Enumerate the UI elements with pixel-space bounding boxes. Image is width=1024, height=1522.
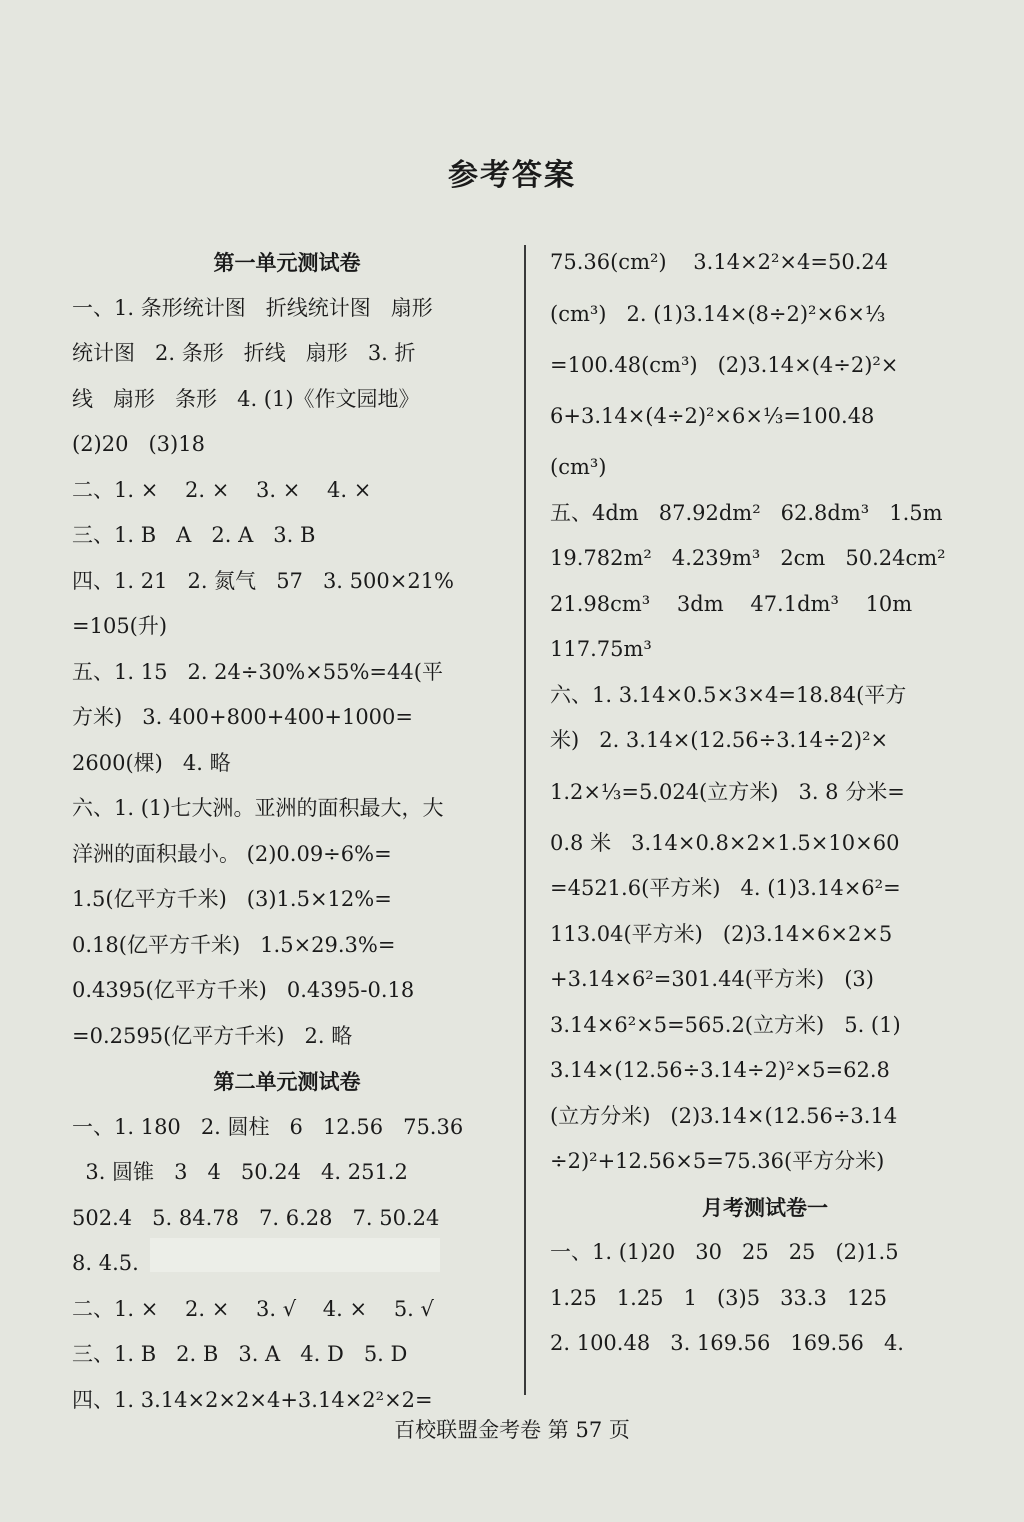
answer-line: =0.2595(亿平方千米) 2. 略 (72, 1023, 353, 1048)
answer-line: 0.4395(亿平方千米) 0.4395-0.18 (72, 978, 415, 1002)
answer-line: 21.98cm³ 3dm 47.1dm³ 10m (550, 591, 913, 616)
column-divider (524, 245, 526, 1395)
answer-line: 一、1. (1)20 30 25 25 (2)1.5 (550, 1240, 899, 1264)
answer-line: ÷2)²+12.56×5=75.36(平方分米) (550, 1149, 885, 1173)
answer-line: (立方分米) (2)3.14×(12.56÷3.14 (550, 1103, 898, 1128)
answer-line: 五、4dm 87.92dm² 62.8dm³ 1.5m (550, 500, 943, 525)
answer-line: 502.4 5. 84.78 7. 6.28 7. 50.24 (72, 1205, 440, 1230)
right-column (550, 240, 980, 1367)
answer-line: 四、1. 3.14×2×2×4+3.14×2²×2= (72, 1387, 433, 1412)
answer-line: 线 扇形 条形 4. (1)《作文园地》 (72, 386, 420, 411)
answer-line: =100.48(cm³) (2)3.14×(4÷2)²× (550, 352, 899, 377)
answer-line: 6+3.14×(4÷2)²×6×⅓=100.48 (550, 404, 875, 428)
page-title: 参考答案 (448, 158, 576, 193)
answer-line: 六、1. (1)七大洲。亚洲的面积最大，大 (72, 796, 444, 820)
blank-patch (150, 1238, 440, 1272)
answer-line: 二、1. × 2. × 3. √ 4. × 5. √ (72, 1296, 434, 1321)
answer-line: 一、1. 条形统计图 折线统计图 扇形 (72, 295, 433, 320)
answer-line: 8. 4.5. (72, 1251, 139, 1275)
answer-line: 二、1. × 2. × 3. × 4. × (72, 477, 372, 502)
answer-line: 1.25 1.25 1 (3)5 33.3 125 (550, 1285, 887, 1310)
answer-line: =4521.6(平方米) 4. (1)3.14×6²= (550, 876, 901, 900)
answer-line: 六、1. 3.14×0.5×3×4=18.84(平方 (550, 682, 907, 707)
section-heading: 第二单元测试卷 (213, 1069, 361, 1094)
answer-line: (cm³) 2. (1)3.14×(8÷2)²×6×⅓ (550, 301, 886, 326)
answer-line: 75.36(cm²) 3.14×2²×4=50.24 (550, 250, 889, 274)
answer-line: 0.18(亿平方千米) 1.5×29.3%= (72, 932, 396, 957)
answer-line: (2)20 (3)18 (72, 432, 205, 456)
answer-line: 米) 2. 3.14×(12.56÷3.14÷2)²× (550, 728, 889, 752)
answer-line: 3.14×6²×5=565.2(立方米) 5. (1) (550, 1012, 901, 1037)
answer-line: 五、1. 15 2. 24÷30%×55%=44(平 (72, 659, 443, 684)
answer-line: 0.8 米 3.14×0.8×2×1.5×10×60 (550, 830, 900, 855)
answer-line: 三、1. B A 2. A 3. B (72, 523, 316, 547)
answer-line: 统计图 2. 条形 折线 扇形 3. 折 (72, 341, 416, 365)
answer-line: =105(升) (72, 614, 168, 638)
answer-line: 113.04(平方米) (2)3.14×6×2×5 (550, 921, 893, 946)
answer-line: +3.14×6²=301.44(平方米) (3) (550, 967, 874, 991)
answer-line: 117.75m³ (550, 637, 652, 661)
answer-line: 3. 圆锥 3 4 50.24 4. 251.2 (72, 1160, 408, 1184)
answer-line: 洋洲的面积最小。 (2)0.09÷6%= (72, 841, 392, 866)
section-heading: 第一单元测试卷 (213, 250, 361, 275)
answer-line: (cm³) (550, 455, 607, 479)
answer-line: 19.782m² 4.239m³ 2cm 50.24cm² (550, 546, 946, 570)
answer-line: 三、1. B 2. B 3. A 4. D 5. D (72, 1342, 408, 1366)
answer-line: 1.5(亿平方千米) (3)1.5×12%= (72, 887, 392, 911)
answer-line: 2. 100.48 3. 169.56 169.56 4. (550, 1331, 904, 1355)
answer-line: 2600(棵) 4. 略 (72, 750, 231, 775)
section-heading: 月考测试卷一 (702, 1194, 828, 1220)
page-footer: 百校联盟金考卷 第 57 页 (394, 1418, 630, 1442)
answer-line: 四、1. 21 2. 氮气 57 3. 500×21% (72, 568, 455, 593)
answer-line: 方米) 3. 400+800+400+1000= (72, 705, 414, 729)
answer-line: 一、1. 180 2. 圆柱 6 12.56 75.36 (72, 1114, 464, 1139)
answer-line: 3.14×(12.56÷3.14÷2)²×5=62.8 (550, 1058, 890, 1082)
answer-line: 1.2×⅓=5.024(立方米) 3. 8 分米= (550, 779, 905, 804)
